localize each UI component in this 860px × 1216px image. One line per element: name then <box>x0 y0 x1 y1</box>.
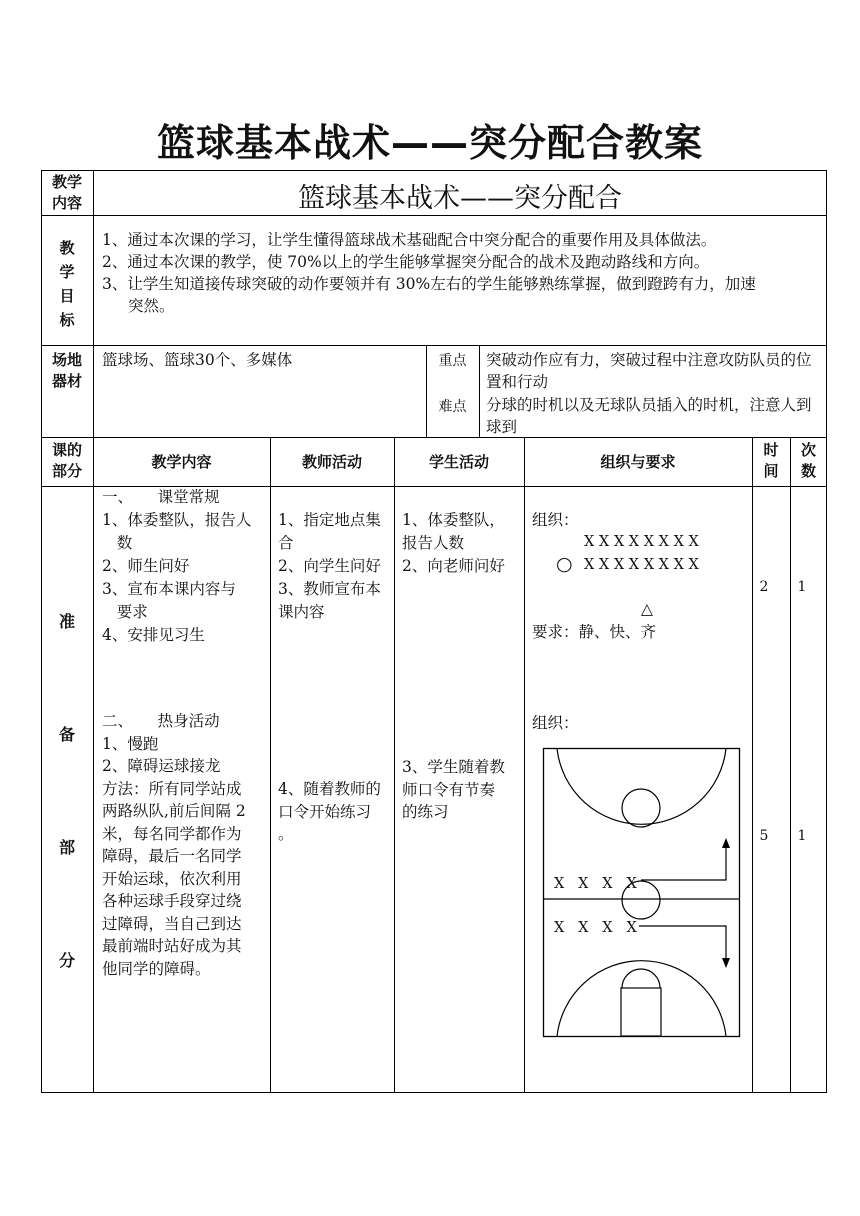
part-char: 准 <box>58 612 75 631</box>
teacher-circle-icon: ○ <box>556 553 573 575</box>
block1-student: 1、体委整队， 报告人数 2、向老师问好 <box>402 511 505 575</box>
block1-time: 2 <box>759 579 769 595</box>
block1-org-label: 组织： <box>532 511 579 529</box>
goals-label: 教 学 目 标 <box>59 239 75 329</box>
col-divider <box>524 437 525 1093</box>
block2-time: 5 <box>759 828 769 844</box>
players-row: X X X X <box>554 876 637 892</box>
col-divider <box>270 437 271 1093</box>
arrow-head-icon <box>722 958 730 968</box>
block2-content: 二、 热身活动 1、慢跑 2、障碍运球接龙 方法：所有同学站成 两路纵队,前后间隔 2 米，每名同学都作为 障碍，最后一名同学 开始运球，依次利用 各种运球手段穿过绕 过障碍，当自己到达 最前端时站好成为其 他同学的障碍。 <box>102 712 246 978</box>
venue-text: 篮球场、篮球30个、多媒体 <box>102 351 293 369</box>
col-divider <box>479 345 480 437</box>
formation-row: X X X X X X X X <box>584 534 699 550</box>
col-divider <box>790 437 791 1093</box>
block2-org-label: 组织： <box>532 714 579 732</box>
key-label: 重点 <box>438 353 467 369</box>
col-divider <box>93 170 94 1093</box>
col-divider <box>394 437 395 1093</box>
part-char: 备 <box>58 725 75 744</box>
content-label: 教学 内容 <box>51 173 82 212</box>
row-divider <box>41 345 827 346</box>
header-part: 课的 部分 <box>51 441 82 480</box>
free-throw-circle <box>622 789 660 827</box>
part-char: 分 <box>58 951 75 970</box>
row-divider <box>41 215 827 216</box>
header-count: 次 数 <box>800 441 816 480</box>
block2-teacher: 4、随着教师的 口令开始练习 。 <box>278 780 381 843</box>
goal-item: 突然。 <box>128 297 175 315</box>
key-lane <box>621 988 661 1036</box>
header-time: 时 间 <box>763 441 779 480</box>
block1-requirement: 要求：静、快、齐 <box>532 623 657 641</box>
goal-item: 2、通过本次课的教学，使 70%以上的学生能够掌握突分配合的战术及跑动路线和方向。 <box>102 253 710 271</box>
arrow-head-icon <box>722 838 730 848</box>
page-title: 篮球基本战术——突分配合教案 <box>156 121 703 165</box>
block2-count: 1 <box>797 828 807 844</box>
block1-teacher: 1、指定地点集 合 2、向学生问好 3、教师宣布本 课内容 <box>278 511 381 621</box>
header-org: 组织与要求 <box>600 453 676 471</box>
block2-student: 3、学生随着教 师口令有节奏 的练习 <box>402 758 505 821</box>
header-student: 学生活动 <box>428 453 489 471</box>
key-text: 突破动作应有力，突破过程中注意攻防队员的位置和行动 <box>486 351 812 391</box>
players-row: X X X X <box>554 920 637 936</box>
header-teacher: 教师活动 <box>301 453 362 471</box>
block1-count: 1 <box>797 579 807 595</box>
venue-label: 场地 器材 <box>51 351 82 390</box>
part-char: 部 <box>58 838 75 857</box>
header-content: 教学内容 <box>151 453 212 471</box>
difficulty-label: 难点 <box>438 399 467 415</box>
difficulty-text: 分球的时机以及无球队员插入的时机，注意人到球到 <box>486 396 812 436</box>
goal-item: 1、通过本次课的学习，让学生懂得篮球战术基础配合中突分配合的重要作用及具体做法。 <box>102 231 717 249</box>
three-point-arc-top <box>557 749 726 825</box>
content-title: 篮球基本战术——突分配合 <box>298 183 622 214</box>
formation-row: X X X X X X X X <box>584 557 699 573</box>
col-divider <box>752 437 753 1093</box>
goal-item: 3、让学生知道接传球突破的动作要领并有 30%左右的学生能够熟练掌握，做到蹬跨有力，加速 <box>102 275 756 293</box>
block1-content: 一、 课堂常规 1、体委整队，报告人 数 2、师生问好 3、宣布本课内容与 要求 4、安排见习生 <box>102 488 252 644</box>
triangle-icon: △ <box>641 600 653 618</box>
